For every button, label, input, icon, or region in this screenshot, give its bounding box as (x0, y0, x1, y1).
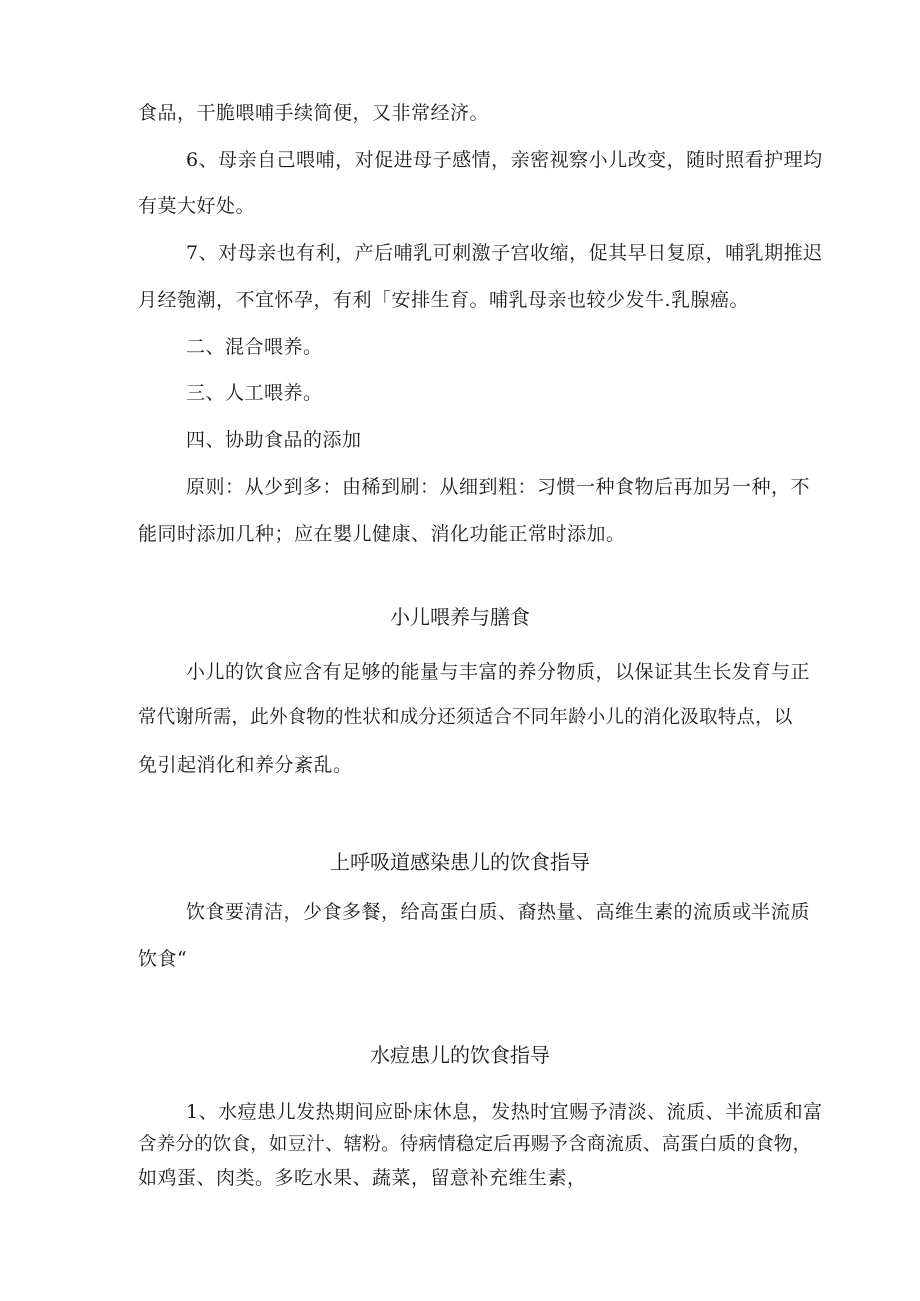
paragraph-line: 如鸡蛋、肉类。多吃水果、蔬菜，留意补充维生素， (138, 1167, 587, 1189)
paragraph-line: 饮食“ (138, 948, 188, 970)
paragraph-line: 有莫大好处。 (138, 195, 256, 217)
paragraph-line: 免引起消化和养分紊乱。 (138, 754, 353, 776)
paragraph-line: 小儿的饮食应含有足够的能量与丰富的养分物质，以保证其生长发育与正 (186, 661, 811, 683)
paragraph-line: 1、水痘患儿发热期间应卧床休息，发热时宜赐予清淡、流质、半流质和富 (186, 1101, 823, 1123)
section-heading: 小儿喂养与膳食 (390, 605, 530, 629)
list-item: 二、混合喂养。 (186, 336, 323, 358)
paragraph-line: 能同时添加几种；应在嬰儿健康、消化功能正常时添加。 (138, 523, 626, 545)
paragraph-line: 6、母亲自己喂哺，对促进母子感情，亲密视察小儿改变，随时照看护理均 (186, 149, 823, 171)
paragraph-line: 含养分的饮食，如豆汁、辖粉。待病情稳定后再赐予含商流质、高蛋白质的食物， (138, 1134, 812, 1155)
list-item: 四、协助食品的添加 (186, 429, 362, 451)
paragraph-line: 食品，干脆喂哺手续简便，又非常经济。 (138, 102, 490, 124)
paragraph-line: 饮食要清洁，少食多餐，给高蛋白质、裔热量、高维生素的流质或半流质 (186, 901, 811, 923)
section-heading: 水痘患儿的饮食指导 (370, 1043, 550, 1067)
paragraph-line: 月经匏潮，不宜怀孕，有利「安排生育。哺乳母亲也较少发牛.乳腺癌。 (138, 289, 750, 311)
section-heading: 上呼吸道感染患儿的饮食指导 (330, 850, 590, 874)
paragraph-line: 原则：从少到多：由稀到刷：从细到粗：习惯一种食物后再加另一种，不 (186, 476, 811, 498)
paragraph-line: 常代谢所需，此外食物的性状和成分还须适合不同年龄小儿的消化汲取特点，以 (138, 707, 793, 728)
list-item: 三、人工喂养。 (186, 382, 323, 404)
paragraph-line: 7、对母亲也有利，产后哺乳可刺激子宫收缩，促其早日复原，哺乳期推迟 (186, 242, 823, 264)
